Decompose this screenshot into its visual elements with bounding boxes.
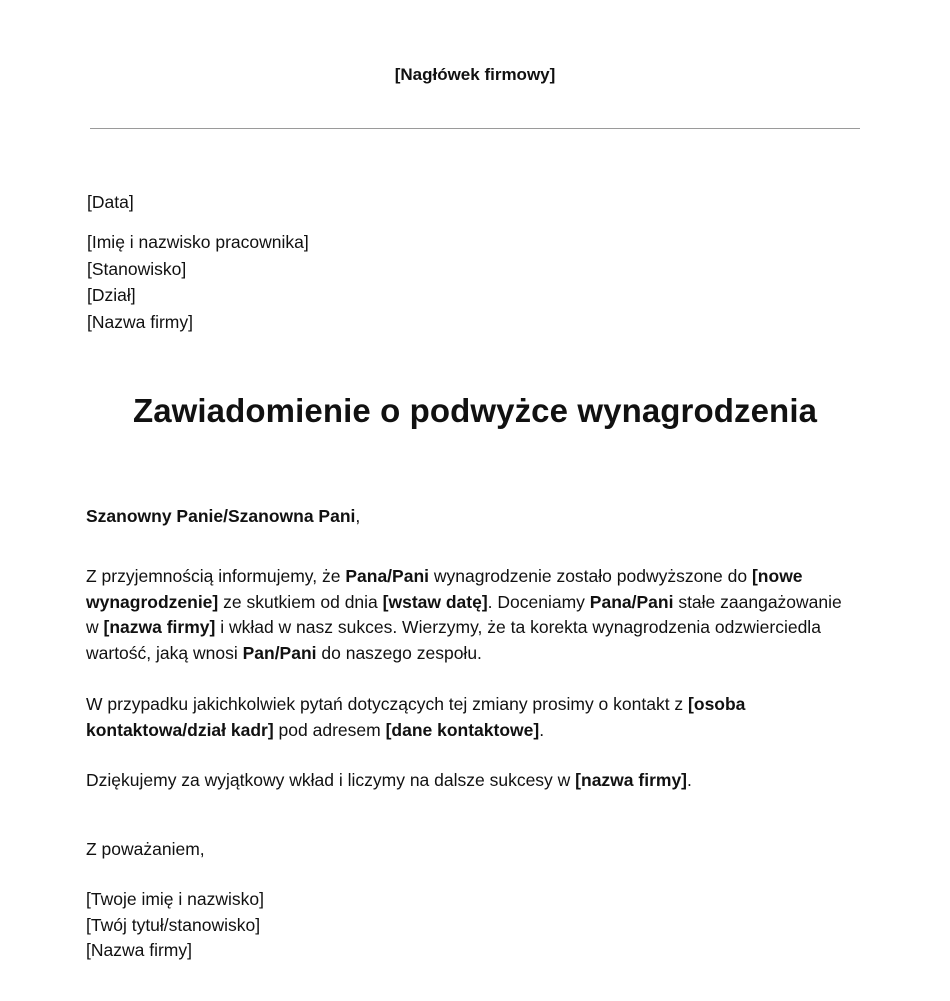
p1-text-5: stałe zaangażowanie w bbox=[86, 591, 842, 637]
signature-company: [Nazwa firmy] bbox=[86, 940, 192, 960]
employee-name-placeholder: [Imię i nazwisko pracownika] bbox=[87, 232, 309, 252]
signature-name: [Twoje imię i nazwisko] bbox=[86, 889, 264, 909]
p1-bold-4: Pana/Pani bbox=[589, 591, 674, 612]
signature-title: [Twój tytuł/stanowisko] bbox=[86, 915, 261, 935]
p1-bold-new-salary: [nowe wynagrodzenie] bbox=[86, 566, 803, 612]
date-placeholder: [Data] bbox=[87, 192, 134, 212]
p1-text-6: i wkład w nasz sukces. Wierzymy, że ta korekta wynagrodzenia odzwierciedla wartość, jaką wnosi bbox=[86, 617, 821, 663]
p1-text-4: . Doceniamy bbox=[487, 591, 590, 612]
p1-text-1: Z przyjemnością informujemy, że bbox=[86, 566, 346, 586]
p1-text-3: ze skutkiem od dnia bbox=[218, 591, 383, 612]
company-header: [Nagłówek firmowy] bbox=[394, 65, 556, 84]
p1-bold-date: [wstaw datę] bbox=[382, 591, 488, 612]
department-placeholder: [Dział] bbox=[87, 285, 136, 305]
paragraph-raise-notice bbox=[86, 564, 856, 666]
p1-bold-company: [nazwa firmy] bbox=[103, 617, 216, 637]
p1-bold-1: Pana/Pani bbox=[345, 566, 429, 586]
position-placeholder: [Stanowisko] bbox=[87, 259, 187, 279]
paragraph-thanks bbox=[86, 768, 856, 794]
salutation-comma: , bbox=[355, 506, 361, 526]
company-name-placeholder: [Nazwa firmy] bbox=[87, 312, 193, 332]
salutation-text: Szanowny Panie/Szanowna Pani bbox=[86, 506, 356, 526]
p3-bold-company: [nazwa firmy] bbox=[575, 770, 687, 790]
p2-text-1: W przypadku jakichkolwiek pytań dotyczących tej zmiany prosimy o kontakt z bbox=[86, 694, 689, 714]
header-divider bbox=[90, 128, 860, 129]
p2-text-2: pod adresem bbox=[273, 719, 386, 740]
salutation bbox=[86, 504, 856, 530]
p2-bold-contact-details: [dane kontaktowe] bbox=[385, 719, 540, 740]
closing: Z poważaniem, bbox=[86, 839, 205, 859]
p3-text-1: Dziękujemy za wyjątkowy wkład i liczymy na dalsze sukcesy w bbox=[86, 770, 576, 790]
p3-text-2: . bbox=[687, 770, 692, 790]
p1-text-7: do naszego zespołu. bbox=[316, 642, 482, 663]
p2-text-3: . bbox=[539, 719, 545, 740]
p1-text-2: wynagrodzenie zostało podwyższone do bbox=[429, 566, 752, 586]
p2-bold-contact-person: [osoba kontaktowa/dział kadr] bbox=[86, 694, 746, 740]
document-title: Zawiadomienie o podwyżce wynagrodzenia bbox=[132, 392, 818, 429]
p1-bold-6: Pan/Pani bbox=[242, 642, 317, 663]
paragraph-contact bbox=[86, 692, 856, 743]
